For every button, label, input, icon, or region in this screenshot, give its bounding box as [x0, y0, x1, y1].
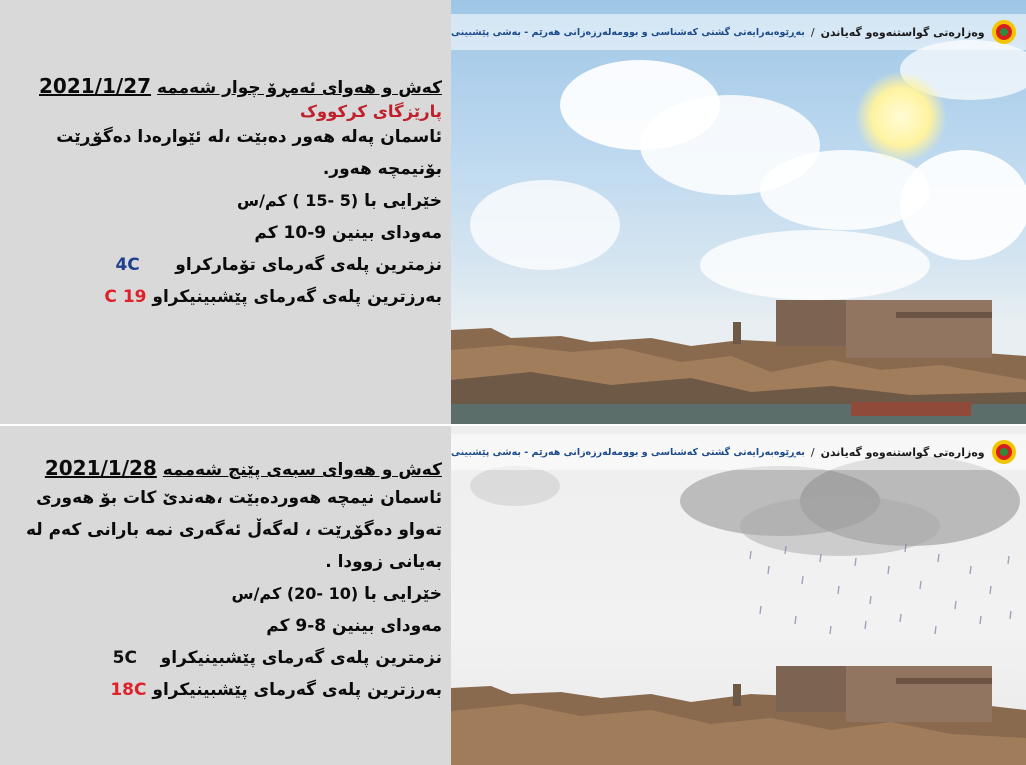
tomorrow-forecast-text [26, 456, 442, 706]
ministry-name: وەزارەتی گواستنەوەو گەیاندن [820, 25, 985, 39]
sky-condition-line-1: ئاسمان نیمچە هەوردەبێت ،هەندێ کات بۆ هەوری [36, 488, 442, 508]
forecast-date: 2021/1/27 [39, 74, 152, 98]
city-name: پارێزگای کرکووک [300, 102, 442, 121]
visibility [26, 610, 442, 642]
ministry-banner [451, 434, 1026, 470]
banner-separator: / [810, 25, 815, 39]
citadel-hill-image [451, 0, 1026, 424]
visibility-label: مەودای بینین [332, 223, 442, 243]
max-temp-label: بەرزترین پلەی گەرمای پێشبینیکراو [152, 680, 442, 700]
ministry-name: وەزارەتی گواستنەوەو گەیاندن [820, 445, 985, 459]
min-temp-value: 5C [112, 648, 137, 668]
ministry-banner [451, 14, 1026, 50]
min-temperature [26, 642, 442, 674]
sky-condition-line-3: بەیانی زوودا . [325, 552, 442, 572]
wind-value: (5 -15 ) کم/س [237, 191, 359, 210]
max-temp-label: بەرزترین پلەی گەرمای پێشبینیکراو [152, 287, 442, 307]
visibility-value: 9-10 کم [254, 223, 327, 243]
forecast-day: کەش و هەوای سبەی پێنج شەممە [162, 460, 442, 480]
kurdistan-emblem-icon [991, 19, 1017, 45]
min-temp-label: نزمترین پلەی گەرمای پێشبینیکراو [160, 648, 442, 668]
wind-label: خێرایی با [364, 584, 442, 604]
department-name: بەڕێوەبەرایەتی گشتی کەشناسی و بوومەلەرزەزانی هەرێم - بەشی پێشبینی [451, 446, 805, 458]
department-name: بەڕێوەبەرایەتی گشتی کەشناسی و بوومەلەرزەزانی هەرێم - بەشی پێشبینی [451, 26, 805, 38]
today-forecast-text [39, 74, 442, 313]
rain-icon [750, 544, 1011, 634]
max-temperature [39, 281, 442, 313]
banner-separator: / [810, 445, 815, 459]
wind-value: (10 -20) کم/س [231, 584, 359, 603]
forecast-heading [39, 74, 442, 98]
forecast-day: کەش و هەوای ئەمڕۆ چوار شەممە [156, 78, 442, 98]
visibility-label: مەودای بینین [332, 616, 442, 636]
sky-condition-line-2: تەواو دەگۆڕێت ، لەگەڵ ئەگەری نمە بارانی کەم لە [25, 520, 442, 540]
wind-label: خێرایی با [364, 191, 442, 211]
forecast-date: 2021/1/28 [44, 456, 157, 480]
max-temp-value: 18C [110, 680, 147, 700]
visibility-value: 8-9 کم [266, 616, 327, 636]
wind-speed [26, 578, 442, 610]
min-temperature [39, 249, 442, 281]
min-temp-label: نزمترین پلەی گەرمای تۆمارکراو [175, 255, 442, 275]
sky-condition-line-2: بۆنیمچە هەور. [322, 159, 442, 179]
wind-speed [39, 185, 442, 217]
visibility [39, 217, 442, 249]
max-temp-value: 19 C [104, 287, 147, 307]
min-temp-value: 4C [115, 255, 140, 275]
kurdistan-emblem-icon [991, 439, 1017, 465]
forecast-heading [26, 456, 442, 480]
tomorrow-forecast-panel [0, 424, 1026, 765]
citadel-hill-image [451, 426, 1026, 765]
sky-condition-line-1: ئاسمان پەلە هەور دەبێت ،لە ئێوارەدا دەگۆڕێت [56, 127, 442, 147]
max-temperature [26, 674, 442, 706]
